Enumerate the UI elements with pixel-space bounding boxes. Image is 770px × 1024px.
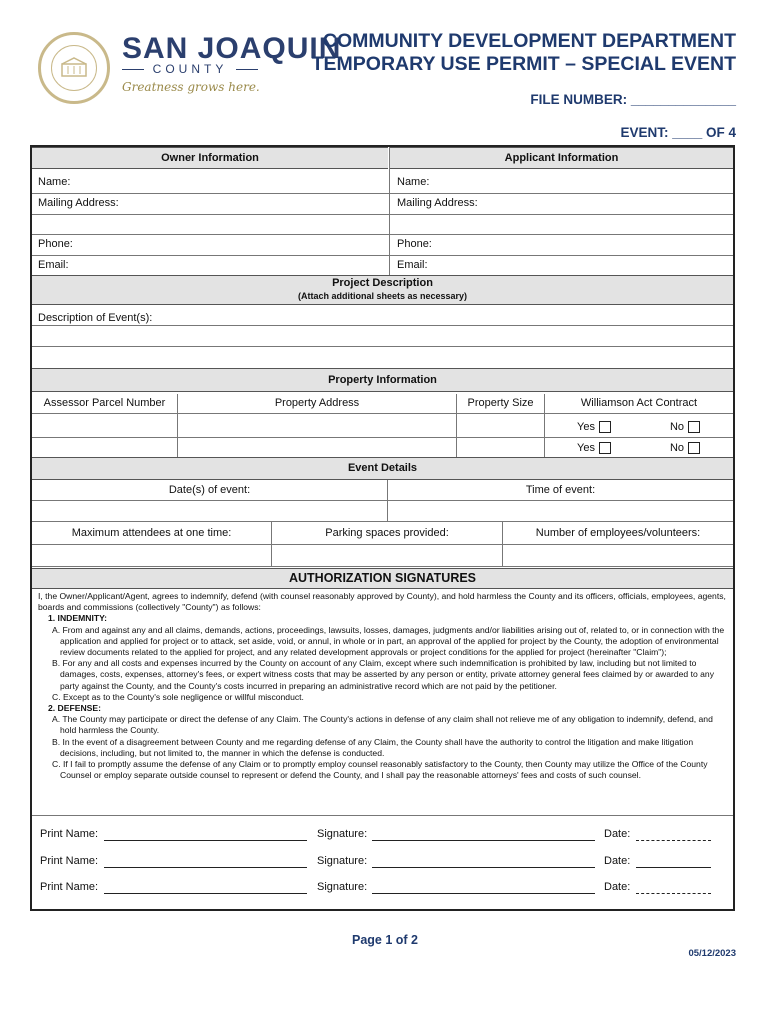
max-attendees-field[interactable]: Maximum attendees at one time: xyxy=(71,526,232,539)
owner-name-field[interactable]: Name: xyxy=(38,175,71,188)
event-number-field[interactable]: EVENT: ____ OF 4 xyxy=(620,125,736,140)
signature-row-3 xyxy=(40,881,720,895)
date-label: Date: xyxy=(604,828,631,840)
date-line-1[interactable] xyxy=(636,840,711,841)
indemnity-a: A. From and against any and all claims, demands, actions, proceedings, lawsuits, losses, damages, judgments and/or liabilities arising out of, related to, or in connection with the application and applied for project or to attack, set aside, void, or annul, in whole or in part, an approval of the applied for project by the County, the adoption of environmental review documents related to the applied for project, and any related development approvals or project conditions for the applied for project (hereinafter "Claim"); xyxy=(52,624,725,658)
signature-label: Signature: xyxy=(317,881,368,893)
signature-line-2[interactable] xyxy=(372,867,595,868)
page-number: Page 1 of 2 xyxy=(352,933,418,947)
williamson-yes-1[interactable]: Yes xyxy=(545,418,617,436)
property-info-heading: Property Information xyxy=(32,368,733,392)
signature-row-2 xyxy=(40,855,720,869)
authorization-intro: I, the Owner/Applicant/Agent, agrees to indemnify, defend (with counsel reasonably approved by County), and hold harmless the County and its officers, officials, employees, agents, boards and commissions (collectively "County") as follows: xyxy=(38,591,726,613)
event-dates-field[interactable]: Date(s) of event: xyxy=(168,483,251,496)
brand-county: COUNTY xyxy=(122,62,258,76)
print-name-label: Print Name: xyxy=(40,881,99,893)
williamson-yes-2[interactable]: Yes xyxy=(545,439,617,457)
date-label: Date: xyxy=(604,855,631,867)
checkbox-yes-2[interactable] xyxy=(599,442,611,454)
project-description-heading xyxy=(32,275,733,305)
brand-name: SAN JOAQUIN xyxy=(122,32,342,65)
applicant-email-field[interactable]: Email: xyxy=(397,258,428,271)
date-line-3[interactable] xyxy=(636,893,711,894)
event-description-field[interactable]: Description of Event(s): xyxy=(38,311,153,324)
checkbox-no-2[interactable] xyxy=(688,442,700,454)
williamson-no-2[interactable]: No xyxy=(630,439,706,457)
employees-field[interactable]: Number of employees/volunteers: xyxy=(535,526,701,539)
event-time-field[interactable]: Time of event: xyxy=(525,483,596,496)
print-name-line-3[interactable] xyxy=(104,893,307,894)
date-label: Date: xyxy=(604,881,631,893)
defense-b: B. In the event of a disagreement between County and me regarding defense of any Claim, the County shall have the authority to control the litigation and make litigation decisions, including, but not limited to, the manner in which the defense is conducted. xyxy=(52,736,694,758)
checkbox-no-1[interactable] xyxy=(688,421,700,433)
authorization-text xyxy=(32,591,733,781)
owner-info-heading: Owner Information xyxy=(32,147,388,169)
signature-row-1 xyxy=(40,828,720,842)
williamson-column-header: Williamson Act Contract xyxy=(580,397,698,409)
size-column-header: Property Size xyxy=(467,397,534,409)
apn-column-header: Assessor Parcel Number xyxy=(43,397,166,409)
brand-tagline: Greatness grows here. xyxy=(122,80,260,94)
project-subheading-text: (Attach additional sheets as necessary) xyxy=(297,291,468,301)
title-line-2: TEMPORARY USE PERMIT – SPECIAL EVENT xyxy=(311,53,736,75)
signature-line-1[interactable] xyxy=(372,840,595,841)
print-name-label: Print Name: xyxy=(40,828,99,840)
parking-spaces-field[interactable]: Parking spaces provided: xyxy=(325,526,449,539)
signature-label: Signature: xyxy=(317,828,368,840)
applicant-info-heading: Applicant Information xyxy=(390,147,733,169)
title-line-1: COMMUNITY DEVELOPMENT DEPARTMENT xyxy=(322,30,736,52)
county-seal-logo xyxy=(38,32,110,104)
indemnity-c: C. Except as to the County's sole negligence or willful misconduct. xyxy=(52,691,304,702)
indemnity-b: B. For any and all costs and expenses incurred by the County on account of any Claim, except where such indemnification is prohibited by law, including but not limited to damages, costs, expenses, attorney's fees, or expert witness costs that may be asserted by any person or entity, private attorney general fees claimed by or awarded to any party against the County, and the County's costs incurred in preparing an administrative record which are not paid by the petitioner. xyxy=(52,658,714,691)
defense-c: C. If I fail to promptly assume the defense of any Claim or to promptly employ counsel reasonably satisfactory to the County, then County may utilize the Office of the County Counsel or employ separate outside counsel to represent or defend the County, and I shall pay the reasonable attorneys' fees and costs of such counsel. xyxy=(52,759,708,781)
address-column-header: Property Address xyxy=(274,397,360,409)
print-name-line-2[interactable] xyxy=(104,867,307,868)
seal-emblem-icon xyxy=(51,45,97,91)
indemnity-heading: 1. INDEMNITY: xyxy=(48,613,108,624)
checkbox-yes-1[interactable] xyxy=(599,421,611,433)
applicant-mailing-field[interactable]: Mailing Address: xyxy=(397,197,478,209)
owner-email-field[interactable]: Email: xyxy=(38,258,69,271)
date-line-2[interactable] xyxy=(636,867,711,868)
signature-label: Signature: xyxy=(317,855,368,867)
signature-line-3[interactable] xyxy=(372,893,595,894)
print-name-line-1[interactable] xyxy=(104,840,307,841)
file-number-field[interactable]: FILE NUMBER: ______________ xyxy=(530,92,736,107)
williamson-no-1[interactable]: No xyxy=(630,418,706,436)
event-details-heading: Event Details xyxy=(32,457,733,480)
owner-phone-field[interactable]: Phone: xyxy=(38,238,73,250)
defense-a: A. The County may participate or direct the defense of any Claim. The County's actions in defense of any claim shall not relieve me of any obligation to indemnify, defend, and hold harmless the County. xyxy=(52,714,713,736)
applicant-phone-field[interactable]: Phone: xyxy=(397,238,432,250)
document-title xyxy=(312,30,736,76)
print-name-label: Print Name: xyxy=(40,855,99,867)
owner-mailing-field[interactable]: Mailing Address: xyxy=(38,197,119,209)
project-heading-text: Project Description xyxy=(332,277,433,289)
revision-date: 05/12/2023 xyxy=(688,948,736,959)
authorization-heading: AUTHORIZATION SIGNATURES xyxy=(32,568,733,589)
defense-heading: 2. DEFENSE: xyxy=(48,703,102,714)
applicant-name-field[interactable]: Name: xyxy=(397,175,430,188)
